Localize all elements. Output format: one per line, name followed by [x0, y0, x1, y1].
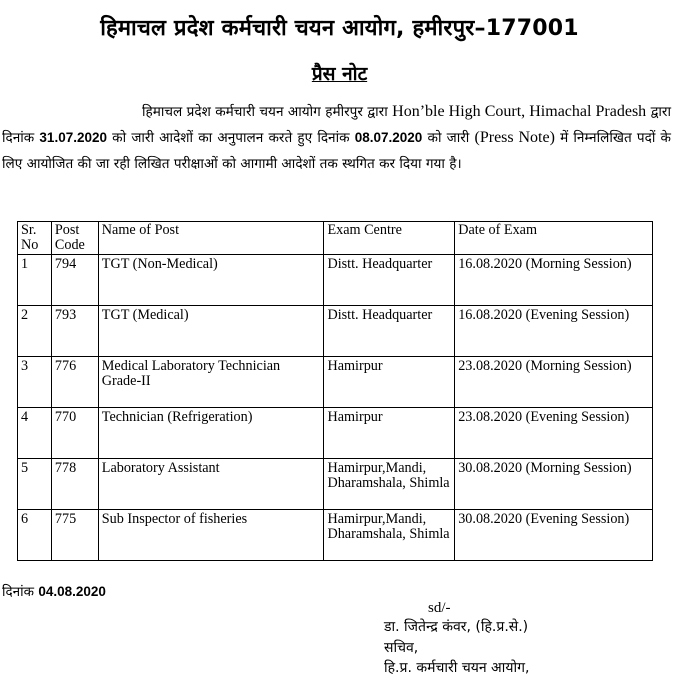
- table-row: [18, 306, 653, 357]
- cell-exam-centre: Hamirpur,Mandi, Dharamshala, Shimla: [324, 459, 455, 510]
- postponed-exams-table: [17, 221, 653, 561]
- cell-name-of-post: TGT (Medical): [98, 306, 324, 357]
- cell-sr-no: 1: [18, 255, 52, 306]
- cell-date-of-exam: 16.08.2020 (Evening Session): [455, 306, 653, 357]
- table-header-row: [18, 222, 653, 255]
- table-row: [18, 408, 653, 459]
- cell-exam-centre: Distt. Headquarter: [324, 255, 455, 306]
- table-row: [18, 255, 653, 306]
- cell-name-of-post: Medical Laboratory Technician Grade-II: [98, 357, 324, 408]
- signatory-designation: सचिव,: [384, 640, 419, 656]
- issue-date-label: दिनांक: [2, 584, 39, 600]
- cell-post-code: 778: [51, 459, 98, 510]
- notice-press-note-label: (Press Note): [474, 129, 555, 146]
- header-sr-no: Sr. No: [18, 222, 52, 255]
- notice-order-date: 31.07.2020: [39, 130, 107, 145]
- cell-date-of-exam: 30.08.2020 (Evening Session): [455, 510, 653, 561]
- header-date-of-exam: Date of Exam: [455, 222, 653, 255]
- cell-post-code: 775: [51, 510, 98, 561]
- signatory-organisation: हि.प्र. कर्मचारी चयन आयोग,: [384, 660, 530, 676]
- notice-paragraph: [2, 99, 671, 177]
- press-note-heading: प्रैस नोट: [311, 63, 368, 85]
- cell-post-code: 794: [51, 255, 98, 306]
- cell-sr-no: 3: [18, 357, 52, 408]
- header-name-of-post: Name of Post: [98, 222, 324, 255]
- cell-exam-centre: Hamirpur: [324, 408, 455, 459]
- cell-sr-no: 4: [18, 408, 52, 459]
- document-title: हिमाचल प्रदेश कर्मचारी चयन आयोग, हमीरपुर–177001: [100, 16, 579, 41]
- notice-text: में निम्नलिखित पदों के लिए आयोजित की जा रही लिखित परीक्षाओं को आगामी आदेशों तक स्थगित कर दिया गया है।: [2, 130, 671, 172]
- header-post-code: Post Code: [51, 222, 98, 255]
- cell-name-of-post: Laboratory Assistant: [98, 459, 324, 510]
- notice-text: हिमाचल प्रदेश कर्मचारी चयन आयोग हमीरपुर द्वारा: [142, 104, 393, 120]
- cell-date-of-exam: 16.08.2020 (Morning Session): [455, 255, 653, 306]
- table-row: [18, 510, 653, 561]
- notice-court-name: Hon’ble High Court, Himachal Pradesh: [392, 103, 647, 120]
- cell-name-of-post: Sub Inspector of fisheries: [98, 510, 324, 561]
- cell-date-of-exam: 23.08.2020 (Evening Session): [455, 408, 653, 459]
- cell-date-of-exam: 23.08.2020 (Morning Session): [455, 357, 653, 408]
- cell-sr-no: 2: [18, 306, 52, 357]
- cell-sr-no: 6: [18, 510, 52, 561]
- table-row: [18, 459, 653, 510]
- cell-exam-centre: Hamirpur,Mandi, Dharamshala, Shimla: [324, 510, 455, 561]
- issue-date: [2, 582, 106, 600]
- table-row: [18, 357, 653, 408]
- notice-press-note-date: 08.07.2020: [354, 130, 423, 145]
- cell-date-of-exam: 30.08.2020 (Morning Session): [455, 459, 653, 510]
- signed-mark: sd/-: [428, 600, 451, 616]
- issue-date-value: 04.08.2020: [38, 584, 106, 599]
- notice-text: को जारी: [422, 130, 475, 146]
- cell-post-code: 770: [51, 408, 98, 459]
- cell-post-code: 793: [51, 306, 98, 357]
- cell-exam-centre: Distt. Headquarter: [324, 306, 455, 357]
- signatory-name: डा. जितेन्द्र कंवर, (हि.प्र.से.): [384, 619, 529, 635]
- cell-name-of-post: Technician (Refrigeration): [98, 408, 324, 459]
- cell-name-of-post: TGT (Non-Medical): [98, 255, 324, 306]
- notice-text: को जारी आदेशों का अनुपालन करते हुए दिनांक: [107, 130, 355, 146]
- header-exam-centre: Exam Centre: [324, 222, 455, 255]
- cell-exam-centre: Hamirpur: [324, 357, 455, 408]
- notice-text: द्वारा दिनांक: [2, 104, 672, 146]
- cell-sr-no: 5: [18, 459, 52, 510]
- cell-post-code: 776: [51, 357, 98, 408]
